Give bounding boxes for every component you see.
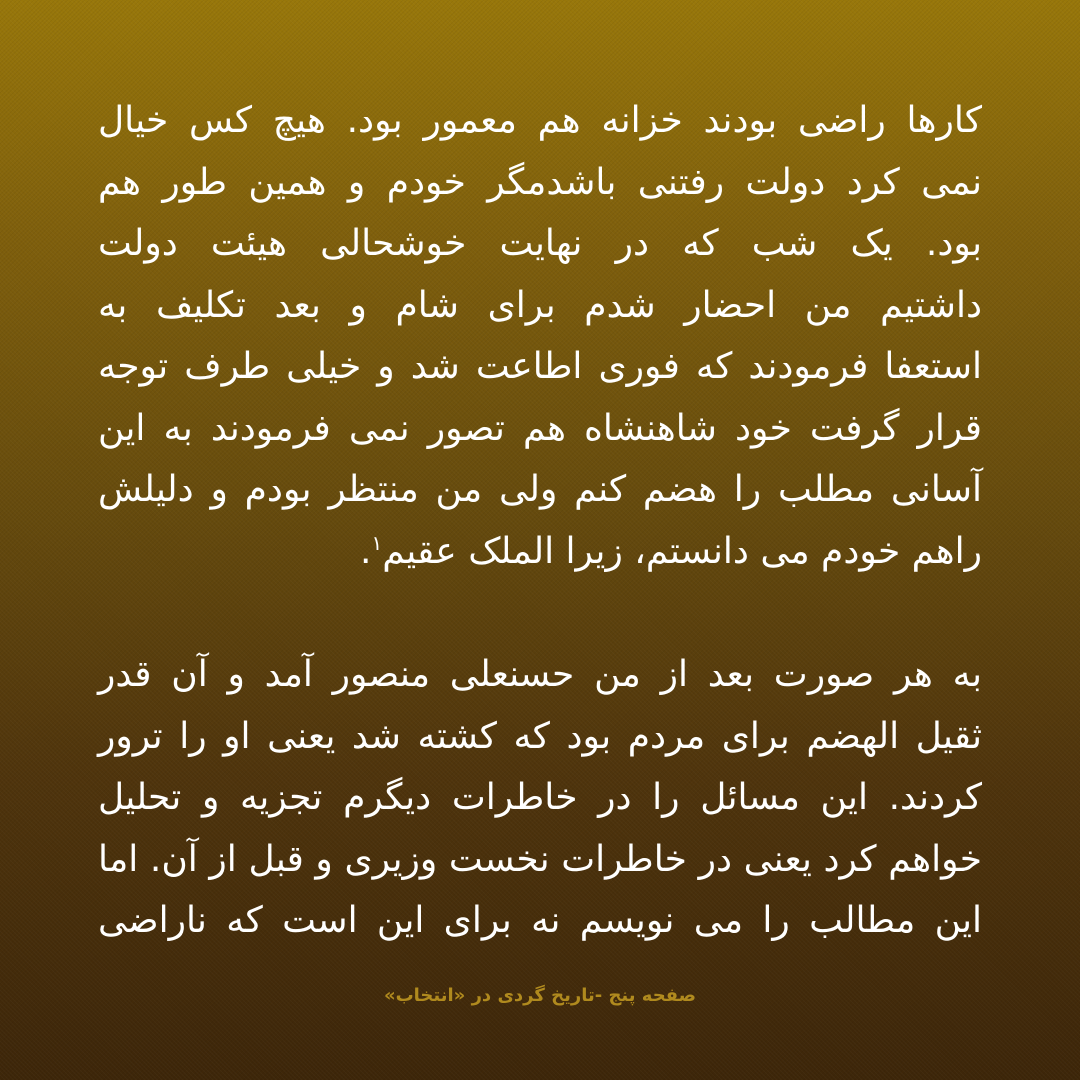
text-line: قرار گرفت خود شاهنشاه هم تصور نمی فرمودند به این [98,407,982,449]
text-line: داشتیم من احضار شدم برای شام و بعد تکلیف به [98,284,982,326]
text-line: آسانی مطلب را هضم کنم ولی من منتظر بودم و دلیلش [98,469,982,510]
text-line: خواهم کرد یعنی در خاطرات نخست وزیری و قبل از آن. اما [98,838,982,880]
sentence-period: . [360,530,372,572]
text-line: به هر صورت بعد از من حسنعلی منصور آمد و آن قدر [98,654,982,695]
page-caption: صفحه پنج -تاریخ گردی در «انتخاب» [383,985,697,1006]
text-line: کارها راضی بودند خزانه هم معمور بود. هیچ کس خیال [98,100,982,141]
text-line: نمی کرد دولت رفتنی باشدمگر خودم و همین طور هم [98,161,982,203]
text-line: کردند. این مسائل را در خاطرات دیگرم تجزیه و تحلیل [98,777,982,818]
body-paragraph-1 [98,90,982,582]
footnote-marker: ۱ [371,530,383,555]
body-paragraph-2 [98,644,982,952]
text-line: بود. یک شب که در نهایت خوشحالی هیئت دولت [98,223,982,264]
text-line-last [98,521,982,583]
text-line: این مطالب را می نویسم نه برای این است که ناراضی [98,900,982,941]
text-line: ثقیل الهضم برای مردم بود که کشته شد یعنی او را ترور [98,715,982,757]
text-line: استعفا فرمودند که فوری اطاعت شد و خیلی طرف توجه [98,346,982,387]
text-line-content: راهم خودم می دانستم، زیرا الملک عقیم [382,530,982,572]
